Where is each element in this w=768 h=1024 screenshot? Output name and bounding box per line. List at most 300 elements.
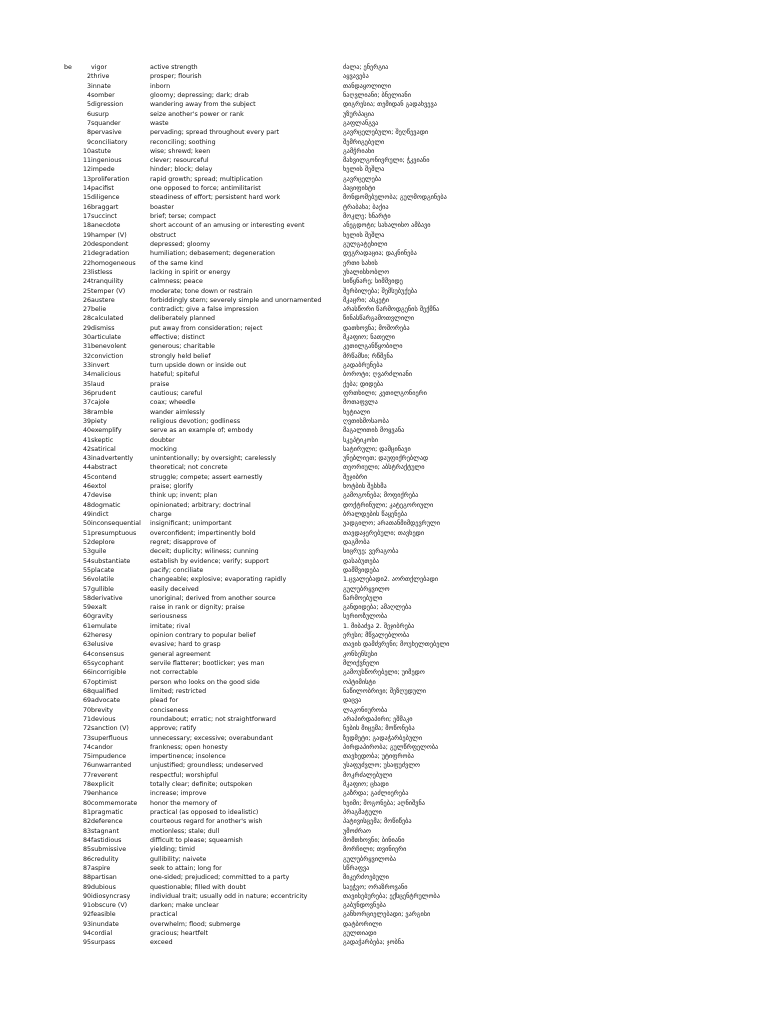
vocab-row — [0, 408, 768, 417]
english-definition: limited; restricted — [150, 687, 207, 695]
vocab-row — [0, 305, 768, 314]
english-word: commemorate — [91, 799, 138, 807]
vocab-row — [0, 557, 768, 566]
vocab-row — [0, 370, 768, 379]
row-number: 41 — [82, 436, 91, 444]
english-word: satirical — [91, 445, 116, 453]
georgian-translation: ნების მიცემა; მოწონება — [343, 725, 415, 733]
row-number: 25 — [82, 287, 91, 295]
georgian-translation: დათხოვნა; მოშორება — [343, 324, 410, 332]
georgian-translation: საეჭვო; ორაზროვანი — [343, 883, 408, 891]
row-number: 3 — [86, 82, 91, 90]
english-definition: coax; wheedle — [150, 399, 196, 407]
vocab-row — [0, 724, 768, 733]
row-number: 24 — [82, 278, 91, 286]
english-definition: theoretical; not concrete — [150, 464, 228, 472]
georgian-translation: ზედმეტი; გადაჭარბებული — [343, 734, 423, 742]
english-word: tranquility — [91, 278, 124, 286]
english-word: gravity — [91, 613, 114, 621]
georgian-translation: ნაწილობრივი; შეზღუდული — [343, 687, 427, 695]
georgian-translation: გაზრდა; გაძლიერება — [343, 790, 409, 798]
georgian-translation: გამოგონება; მოფიქრება — [343, 492, 419, 500]
georgian-translation: მკაფიო; ცხადი — [343, 781, 389, 789]
georgian-translation: შერბილება; შემსუბუქება — [343, 287, 418, 295]
row-number: 22 — [82, 259, 91, 267]
vocab-row — [0, 110, 768, 119]
english-definition: wander aimlessly — [150, 408, 205, 416]
row-number: 10 — [82, 147, 91, 155]
row-number: 18 — [82, 222, 91, 230]
row-number: 47 — [82, 492, 91, 500]
english-definition: religious devotion; godliness — [150, 417, 241, 425]
row-number: 69 — [82, 697, 91, 705]
vocab-row — [0, 268, 768, 277]
english-word: dismiss — [91, 324, 115, 332]
row-number: 66 — [82, 669, 91, 677]
georgian-translation: განდიდება; ამაღლება — [343, 604, 412, 612]
row-number: 46 — [82, 483, 91, 491]
vocab-row — [0, 799, 768, 808]
english-definition: cautious; careful — [150, 389, 203, 397]
row-number: 13 — [82, 175, 91, 183]
georgian-translation: ძალა; ენერგია — [343, 64, 389, 71]
georgian-translation: მლიქვნელი — [343, 660, 380, 667]
vocab-row — [0, 231, 768, 240]
georgian-translation: შეჯიბრი — [343, 473, 368, 481]
english-definition: turn upside down or inside out — [150, 362, 247, 369]
english-definition: deliberately planned — [150, 315, 215, 323]
row-number: 52 — [82, 538, 91, 546]
row-number: 11 — [82, 157, 91, 165]
english-definition: charge — [150, 511, 172, 518]
english-word: devise — [91, 492, 112, 500]
english-definition: general agreement — [150, 650, 211, 658]
vocab-row — [0, 734, 768, 743]
english-word: piety — [91, 417, 107, 425]
vocab-row — [0, 789, 768, 798]
row-number: 40 — [82, 427, 91, 435]
english-definition: moderate; tone down or restrain — [150, 287, 253, 295]
english-word: dogmatic — [91, 501, 121, 509]
vocab-row — [0, 473, 768, 482]
vocab-row — [0, 342, 768, 351]
row-prefix: be — [64, 64, 72, 71]
english-definition: imitate; rival — [150, 622, 191, 630]
vocab-row — [0, 538, 768, 547]
vocab-row — [0, 612, 768, 621]
georgian-translation: თავხედობა; უტიფრობა — [343, 753, 414, 761]
vocab-row — [0, 938, 768, 947]
vocab-row — [0, 91, 768, 100]
vocab-row — [0, 156, 768, 165]
english-word: impudence — [91, 753, 127, 761]
row-number: 31 — [82, 343, 91, 351]
vocab-row — [0, 426, 768, 435]
english-definition: struggle; compete; assert earnestly — [150, 473, 263, 481]
english-word: idiosyncrasy — [91, 892, 131, 900]
georgian-translation: თავდაჯერებული; თავხედი — [343, 529, 425, 537]
english-definition: individual trait; usually odd in nature; eccentricity — [150, 892, 308, 900]
georgian-translation: გადაბრუნება — [343, 362, 383, 369]
row-number: 58 — [82, 594, 91, 602]
english-definition: strongly held belief — [150, 352, 211, 360]
row-number: 17 — [82, 213, 91, 220]
georgian-translation: მკაფიო; ნათელი — [343, 334, 395, 342]
english-word: heresy — [91, 632, 113, 640]
english-word: consensus — [91, 650, 125, 658]
vocab-row — [0, 519, 768, 528]
georgian-translation: დატბორილი — [343, 920, 382, 928]
english-definition: short account of an amusing or interesting event — [150, 222, 305, 230]
english-word: somber — [91, 91, 115, 99]
row-number: 67 — [82, 678, 91, 686]
vocab-row — [0, 445, 768, 454]
english-word: innate — [91, 82, 111, 90]
english-word: inconsequential — [91, 520, 141, 528]
english-definition: questionable; filled with doubt — [150, 883, 246, 891]
english-definition: respectful; worshipful — [150, 771, 219, 779]
row-number: 51 — [82, 529, 91, 537]
english-word: diligence — [91, 194, 120, 202]
english-definition: serve as an example of; embody — [150, 427, 254, 435]
georgian-translation: უნებლიეთ; დაუფიქრებლად — [343, 455, 429, 463]
english-word: malicious — [91, 371, 121, 379]
english-definition: hateful; spiteful — [150, 371, 200, 379]
georgian-translation: ხეტიალი — [343, 408, 371, 416]
english-definition: waste — [150, 119, 169, 127]
vocab-row — [0, 529, 768, 538]
vocab-row — [0, 193, 768, 202]
vocab-row — [0, 436, 768, 445]
georgian-translation: მოთაფვლა — [343, 399, 378, 407]
english-definition: regret; disapprove of — [150, 538, 217, 546]
georgian-translation: პირდაპირობა; გულწრფელობა — [343, 743, 439, 751]
english-definition: depressed; gloomy — [150, 240, 211, 248]
vocab-row — [0, 417, 768, 426]
vocab-row — [0, 463, 768, 472]
row-number: 77 — [82, 771, 91, 779]
row-number: 48 — [82, 501, 91, 509]
georgian-translation: ბრალდების წაყენება — [343, 511, 408, 518]
georgian-translation: სატირული; დამცინავი — [343, 445, 411, 453]
english-word: extol — [91, 483, 107, 491]
vocab-row — [0, 883, 768, 892]
georgian-translation: აყვავება — [343, 73, 369, 81]
georgian-translation: მრწამსი; რწმენა — [343, 352, 393, 360]
english-word: skeptic — [91, 436, 114, 444]
georgian-translation: ქება; დიდება — [343, 380, 384, 388]
english-word: belie — [91, 306, 107, 314]
row-number: 45 — [82, 473, 91, 481]
english-definition: wandering away from the subject — [150, 101, 256, 109]
georgian-translation: პატივისცემა; მოწიწება — [343, 818, 412, 826]
vocab-row — [0, 324, 768, 333]
english-word: listless — [91, 268, 113, 276]
english-definition: boaster — [150, 203, 174, 211]
english-word: explicit — [91, 781, 114, 789]
english-definition: evasive; hard to grasp — [150, 641, 221, 649]
row-number: 80 — [82, 799, 91, 807]
english-definition: increase; improve — [150, 790, 207, 798]
vocab-row — [0, 929, 768, 938]
row-number: 87 — [82, 864, 91, 872]
english-definition: clever; resourceful — [150, 157, 209, 165]
english-definition: lacking in spirit or energy — [150, 268, 231, 276]
english-definition: difficult to please; squeamish — [150, 836, 243, 844]
row-number: 29 — [82, 324, 91, 332]
english-definition: think up; invent; plan — [150, 492, 218, 500]
row-number: 20 — [82, 240, 91, 248]
georgian-translation: უსაფუძვლო; უსაფუძვლო — [343, 762, 420, 770]
row-number: 19 — [82, 231, 91, 239]
vocab-row — [0, 566, 768, 575]
english-word: exemplify — [91, 427, 122, 435]
georgian-translation: თანდაყოლილი — [343, 82, 392, 90]
vocab-row — [0, 138, 768, 147]
vocab-row — [0, 715, 768, 724]
english-definition: active strength — [150, 64, 198, 71]
english-word: inundate — [91, 920, 119, 928]
english-definition: person who looks on the good side — [150, 678, 260, 686]
english-definition: practical (as opposed to idealistic) — [150, 809, 259, 816]
row-number: 12 — [82, 166, 91, 174]
english-word: pragmatic — [91, 809, 124, 816]
english-word: fastidious — [91, 836, 122, 844]
english-definition: reconciling; soothing — [150, 138, 216, 146]
english-definition: courteous regard for another's wish — [150, 818, 263, 826]
vocab-row — [0, 622, 768, 631]
english-definition: establish by evidence; verify; support — [150, 557, 269, 565]
english-definition: pervading; spread throughout every part — [150, 129, 280, 137]
row-number: 93 — [82, 920, 91, 928]
english-definition: totally clear; definite; outspoken — [150, 781, 253, 789]
row-number: 68 — [82, 687, 91, 695]
georgian-translation: მახვილგონივრული; ჭკვიანი — [343, 157, 430, 165]
georgian-translation: თეორიული; აბსტრაქტული — [343, 464, 425, 472]
georgian-translation: დეგრადაცია; დაკნინება — [343, 250, 417, 258]
row-number: 49 — [82, 511, 91, 518]
english-word: prudent — [91, 389, 116, 397]
vocab-row — [0, 352, 768, 361]
georgian-translation: გადაჭარბება; ჯობნა — [343, 939, 405, 947]
georgian-translation: დასაბუთება — [343, 557, 380, 565]
english-definition: one-sided; prejudiced; committed to a party — [150, 874, 290, 882]
vocab-row — [0, 119, 768, 128]
english-word: invert — [91, 362, 110, 369]
row-number: 79 — [82, 790, 91, 798]
english-definition: roundabout; erratic; not straightforward — [150, 715, 277, 723]
georgian-translation: 1. მიბაძვა 2. შეჯიბრება — [343, 622, 415, 630]
english-word: derivative — [91, 594, 123, 602]
english-word: qualified — [91, 687, 119, 695]
vocab-row — [0, 585, 768, 594]
row-number: 56 — [82, 576, 91, 584]
georgian-translation: გავრცელებული; შეღწევადი — [343, 129, 429, 137]
row-number: 54 — [82, 557, 91, 565]
row-number: 7 — [86, 119, 91, 127]
english-definition: effective; distinct — [150, 334, 205, 342]
english-definition: insignificant; unimportant — [150, 520, 232, 528]
vocab-row — [0, 836, 768, 845]
english-word: laud — [91, 380, 105, 388]
row-number: 16 — [82, 203, 91, 211]
english-word: advocate — [91, 697, 121, 705]
row-number: 4 — [86, 91, 91, 99]
english-word: deplore — [91, 538, 115, 546]
row-number: 76 — [82, 762, 91, 770]
english-definition: gracious; heartfelt — [150, 930, 208, 938]
english-definition: wise; shrewd; keen — [150, 147, 211, 155]
vocab-row — [0, 873, 768, 882]
english-word: impede — [91, 166, 115, 174]
vocab-row — [0, 398, 768, 407]
georgian-translation: ანეგდოტი; სახალისო ამბავი — [343, 222, 431, 230]
georgian-translation: წინასწარგამოთვლილი — [343, 315, 415, 323]
vocab-row — [0, 892, 768, 901]
row-number: 91 — [82, 902, 91, 910]
english-word: anecdote — [91, 222, 121, 230]
english-definition: one opposed to force; antimilitarist — [150, 185, 261, 193]
english-word: unwarranted — [91, 762, 132, 770]
georgian-translation: არაპირდაპირი; ეშმაკი — [343, 715, 413, 723]
georgian-translation: ხოტბის შესხმა — [343, 483, 387, 491]
row-number: 82 — [82, 818, 91, 826]
english-definition: opinion contrary to popular belief — [150, 632, 256, 640]
english-word: optimist — [91, 678, 117, 686]
english-word: gullible — [91, 585, 114, 593]
vocab-row — [0, 603, 768, 612]
vocab-row — [0, 687, 768, 696]
georgian-translation: არასწორი წარმოდგენის შექმნა — [343, 306, 440, 314]
georgian-translation: მოკრძალებული — [343, 771, 393, 779]
row-number: 36 — [82, 389, 91, 397]
english-definition: seriousness — [150, 613, 188, 621]
georgian-translation: უადგილო; არათანმიმდევრული — [343, 520, 440, 528]
english-definition: seek to attain; long for — [150, 864, 222, 872]
vocab-row — [0, 575, 768, 584]
georgian-translation: პაციფისტი — [343, 185, 376, 193]
georgian-translation: მორჩილი; თვინიერი — [343, 846, 407, 854]
english-definition: easily deceived — [150, 585, 199, 593]
vocab-row — [0, 817, 768, 826]
english-word: superfluous — [91, 734, 128, 742]
english-definition: mocking — [150, 445, 177, 453]
row-number: 70 — [82, 706, 91, 714]
georgian-translation: მომთხოვნი; ბინიანი — [343, 836, 405, 844]
english-word: placate — [91, 566, 115, 574]
english-word: degradation — [91, 250, 130, 258]
georgian-translation: უმოძრაო — [343, 827, 371, 835]
vocab-row — [0, 901, 768, 910]
english-word: guile — [91, 548, 107, 556]
english-definition: impertinence; insolence — [150, 753, 226, 761]
vocab-row — [0, 910, 768, 919]
georgian-translation: გაბუნდოვნება — [343, 902, 386, 910]
english-word: thrive — [91, 73, 110, 81]
georgian-translation: გულუბრყვილობა — [343, 855, 397, 863]
row-number: 60 — [82, 613, 91, 621]
row-number: 74 — [82, 743, 91, 751]
english-word: substantiate — [91, 557, 131, 565]
vocab-row — [0, 510, 768, 519]
english-word: calculated — [91, 315, 124, 323]
row-number: 39 — [82, 417, 91, 425]
georgian-translation: ერთი სახის — [343, 259, 378, 267]
row-number: 81 — [82, 809, 91, 816]
english-word: brevity — [91, 706, 113, 714]
row-number: 50 — [82, 520, 91, 528]
row-number: 55 — [82, 566, 91, 574]
georgian-translation: ღვთისმოსაობა — [343, 417, 389, 425]
row-number: 65 — [82, 660, 91, 667]
row-number: 73 — [82, 734, 91, 742]
english-word: volatile — [91, 576, 115, 584]
english-definition: unnecessary; excessive; overabundant — [150, 734, 273, 742]
row-number: 86 — [82, 855, 91, 863]
row-number: 71 — [82, 715, 91, 723]
georgian-translation: სიწყნარე; სიმშვიდე — [343, 278, 403, 286]
english-definition: hinder; block; delay — [150, 166, 213, 174]
row-number: 92 — [82, 911, 91, 919]
row-number: 21 — [82, 250, 91, 258]
vocab-row — [0, 771, 768, 780]
row-number: 59 — [82, 604, 91, 612]
english-word: indict — [91, 511, 109, 518]
georgian-translation: გულთიადი — [343, 930, 377, 938]
vocab-row — [0, 389, 768, 398]
row-number: 61 — [82, 622, 91, 630]
vocab-row — [0, 380, 768, 389]
georgian-translation: ნაღვლიანი; ბნელიანი — [343, 91, 411, 99]
english-word: pacifist — [91, 185, 114, 193]
english-word: devious — [91, 715, 116, 723]
english-definition: yielding; timid — [150, 846, 196, 854]
english-word: despondent — [91, 240, 129, 248]
georgian-translation: დოქტრინული; კატეგორიული — [343, 501, 434, 509]
english-definition: motionless; stale; dull — [150, 827, 220, 835]
row-number: 30 — [82, 334, 91, 342]
vocab-row — [0, 147, 768, 156]
georgian-translation: მონდომებულობა; გულმოდგინება — [343, 194, 447, 202]
georgian-translation: 1.ცვალებადი2. აორთქლებადი — [343, 576, 439, 584]
english-definition: raise in rank or dignity; praise — [150, 604, 245, 612]
vocab-row — [0, 184, 768, 193]
vocab-row — [0, 482, 768, 491]
english-word: reverent — [91, 771, 118, 779]
english-word: surpass — [91, 939, 116, 947]
vocab-row — [0, 594, 768, 603]
row-number: 23 — [82, 268, 91, 276]
vocab-row — [0, 743, 768, 752]
row-number: 27 — [82, 306, 91, 314]
english-word: submissive — [91, 846, 127, 854]
vocab-row — [0, 631, 768, 640]
vocab-row — [0, 259, 768, 268]
row-number: 62 — [82, 632, 91, 640]
georgian-translation: დიგრესია; თემიდან გადახვევა — [343, 101, 437, 109]
english-definition: honor the memory of — [150, 799, 217, 807]
row-number: 14 — [82, 185, 91, 193]
english-word: aspire — [91, 864, 111, 872]
english-definition: frankness; open honesty — [150, 743, 228, 751]
english-definition: overwhelm; flood; submerge — [150, 920, 241, 928]
georgian-translation: დაგმობა — [343, 538, 370, 546]
english-word: obscure (V) — [91, 902, 128, 910]
georgian-translation: სკეპტიკოსი — [343, 436, 378, 444]
english-word: candor — [91, 743, 113, 751]
georgian-translation: კეთილგანწყობილი — [343, 343, 403, 351]
row-number: 37 — [82, 399, 91, 407]
